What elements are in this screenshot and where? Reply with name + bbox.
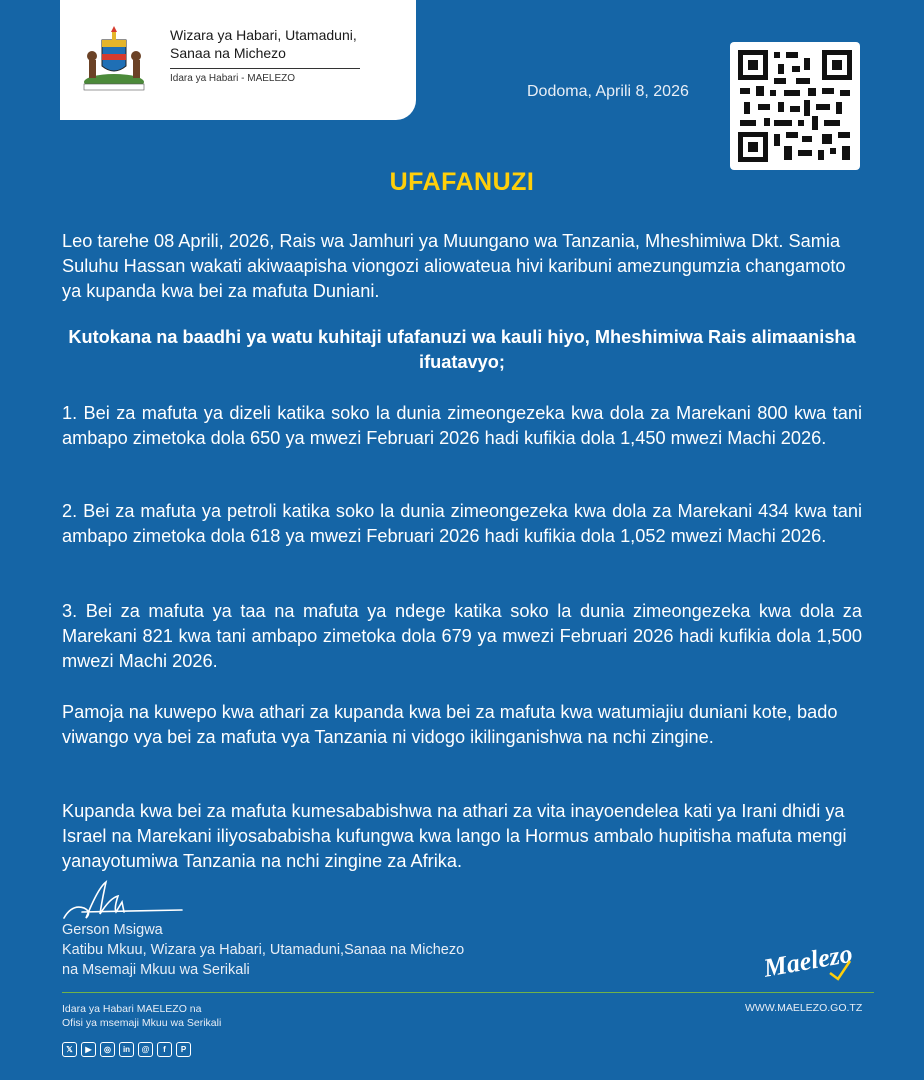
signer-name: Gerson Msigwa (62, 922, 163, 938)
maelezo-logo-text: Maelezo (761, 938, 855, 983)
list-item-petrol: 2. Bei za mafuta ya petroli katika soko la dunia zimeongezeka kwa dola za Marekani 434 kwa tani ambapo zimetoka dola 618 ya mwezi Februari 2026 hadi kufikia dola 1,052 mwezi Machi 2026. (62, 501, 862, 546)
cause-paragraph: Kupanda kwa bei za mafuta kumesababishwa na athari za vita inayoendelea kati ya Irani dhidi ya Israel na Marekani iliyosababisha kufungwa kwa lango la Hormus ambalo hupitisha mafuta mengi yanayotumiwa Tanzania na nchi zingine za Afrika. (62, 801, 847, 871)
subheading-paragraph: Kutokana na baadhi ya watu kuhitaji ufafanuzi wa kauli hiyo, Mheshimiwa Rais alimaanisha ifuatavyo; (68, 327, 856, 372)
qr-code-icon (738, 50, 852, 162)
signer-title-cont: na Msemaji Mkuu wa Serikali (62, 962, 250, 978)
maelezo-logo (760, 935, 870, 985)
social-links (62, 1042, 191, 1057)
instagram-icon[interactable]: ◎ (100, 1042, 115, 1057)
document-title: UFAFANUZI (389, 168, 535, 196)
signature-icon (62, 878, 184, 924)
intro-paragraph: Leo tarehe 08 Aprili, 2026, Rais wa Jamhuri ya Muungano wa Tanzania, Mheshimiwa Dkt. Samia Suluhu Hassan wakati akiwaapisha viongozi aliowateua hivi karibuni amezungumzia changamoto ya kupanda kwa bei za mafuta Duniani. (62, 231, 846, 301)
footer-divider (62, 992, 874, 993)
department-name: Idara ya Habari - MAELEZO (170, 73, 296, 84)
footer-office: Idara ya Habari MAELEZO na Ofisi ya msemaji Mkuu wa Serikali (62, 1003, 222, 1029)
pinterest-icon[interactable]: P (176, 1042, 191, 1057)
youtube-icon[interactable]: ▶ (81, 1042, 96, 1057)
coat-of-arms-icon (78, 22, 150, 94)
header-divider (170, 68, 360, 69)
list-item-kerosene: 3. Bei za mafuta ya taa na mafuta ya ndege katika soko la dunia zimeongezeka kwa dola za Marekani 821 kwa tani ambapo zimetoka dola 679 ya mwezi Februari 2026 hadi kufikia dola 1,500 mwezi Machi 2026. (62, 601, 862, 671)
linkedin-icon[interactable]: in (119, 1042, 134, 1057)
x-icon[interactable]: 𝕏 (62, 1042, 77, 1057)
ministry-name: Wizara ya Habari, Utamaduni, Sanaa na Michezo (170, 27, 357, 61)
signer-block (62, 920, 464, 980)
list-item-diesel: 1. Bei za mafuta ya dizeli katika soko la dunia zimeongezeka kwa dola za Marekani 800 kwa tani ambapo zimetoka dola 650 ya mwezi Februari 2026 hadi kufikia dola 1,450 mwezi Machi 2026. (62, 403, 862, 448)
threads-icon[interactable]: @ (138, 1042, 153, 1057)
signer-title: Katibu Mkuu, Wizara ya Habari, Utamaduni,Sanaa na Michezo (62, 942, 465, 958)
header-card (60, 0, 416, 120)
date-line: Dodoma, Aprili 8, 2026 (527, 83, 689, 100)
facebook-icon[interactable]: f (157, 1042, 172, 1057)
comparison-paragraph: Pamoja na kuwepo kwa athari za kupanda kwa bei za mafuta kwa watumiajiu duniani kote, bado viwango vya bei za mafuta vya Tanzania ni vidogo ikilinganishwa na nchi zingine. (62, 702, 838, 747)
website-link[interactable]: WWW.MAELEZO.GO.TZ (745, 1002, 863, 1014)
qr-code[interactable] (730, 42, 860, 170)
